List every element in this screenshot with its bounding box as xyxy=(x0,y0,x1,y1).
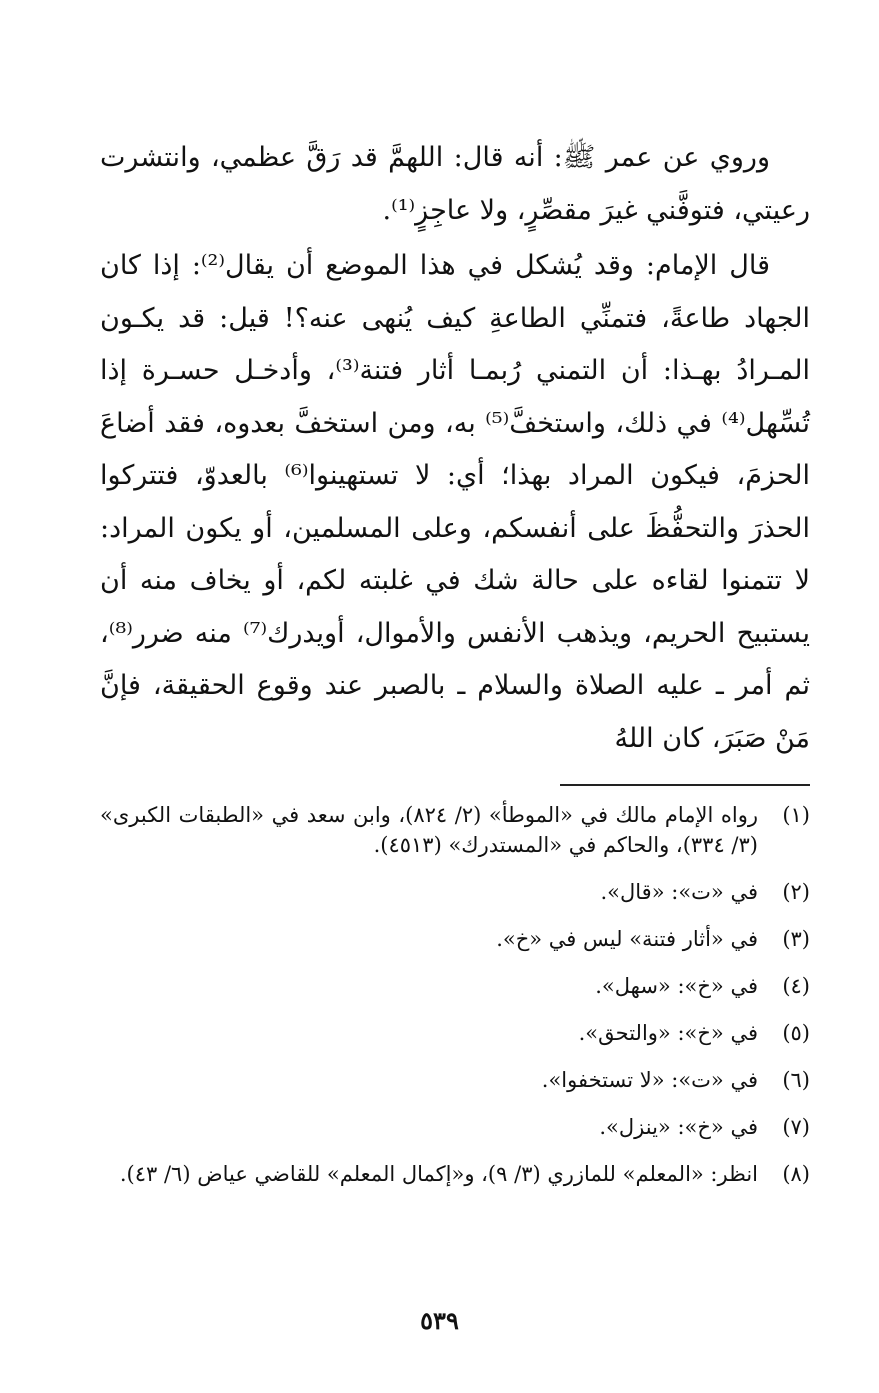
footnote-number: (٤) xyxy=(782,974,810,998)
footnote-text: في «أثار فتنة» ليس في «خ». xyxy=(496,927,758,951)
footnote-text: في «خ»: «والتحق». xyxy=(578,1021,758,1045)
footnote-number: (٣) xyxy=(782,927,810,951)
footnote-3 xyxy=(100,924,810,954)
footnote-number: (٧) xyxy=(782,1115,810,1139)
footnote-6 xyxy=(100,1065,810,1095)
footnote-text: في «خ»: «ينزل». xyxy=(599,1115,758,1139)
main-text xyxy=(100,132,810,765)
footnote-divider xyxy=(560,784,810,786)
footnote-4 xyxy=(100,971,810,1001)
footnote-number: (١) xyxy=(782,803,810,827)
page-number: ٥٣٩ xyxy=(420,1306,459,1335)
footnote-number: (٦) xyxy=(782,1068,810,1092)
footnote-number: (٢) xyxy=(782,880,810,904)
footnote-number: (٨) xyxy=(782,1162,810,1186)
footnote-number: (٥) xyxy=(782,1021,810,1045)
footnote-2 xyxy=(100,877,810,907)
footnote-8 xyxy=(100,1159,810,1189)
footnotes xyxy=(100,800,810,1189)
footnote-text: في «ت»: «لا تستخفوا». xyxy=(541,1068,758,1092)
paragraph-1: وروي عن عمر ﷺ: أنه قال: اللهمَّ قد رَقَّ عظمي، وانتشرت رعيتي، فتوفَّني غيرَ مقصِّرٍ، ولا عاجِزٍ⁽¹⁾. xyxy=(100,142,810,226)
footnote-text: رواه الإمام مالك في «الموطأ» (٢/ ٨٢٤)، وابن سعد في «الطبقات الكبرى» (٣/ ٣٣٤)، والحاكم في «المستدرك» (٤٥١٣). xyxy=(100,803,758,857)
footnote-text: في «خ»: «سهل». xyxy=(595,974,758,998)
footnote-text: في «ت»: «قال». xyxy=(600,880,758,904)
footnote-1 xyxy=(100,800,810,860)
footnote-7 xyxy=(100,1112,810,1142)
footnote-5 xyxy=(100,1018,810,1048)
footnote-text: انظر: «المعلم» للمازري (٣/ ٩)، و«إكمال المعلم» للقاضي عياض (٦/ ٤٣). xyxy=(119,1162,758,1186)
paragraph-2: قال الإمام: وقد يُشكل في هذا الموضع أن يقال⁽²⁾: إذا كان الجهاد طاعةً، فتمنِّي الطاعةِ كيف يُنهى عنه؟! قيل: قد يكـون المـرادُ بهـذا: أن التمني رُبمـا أثار فتنة⁽³⁾، وأدخـل حسـرة إذا تُسِّهل⁽⁴⁾ في ذلك، واستخفَّ⁽⁵⁾ به، ومن استخفَّ بعدوه، فقد أضاعَ الحزمَ، فيكون المراد بهذا؛ أي: لا تستهينوا⁽⁶⁾ بالعدوّ، فتتركوا الحذرَ والتحفُّظَ على أنفسكم، وعلى المسلمين، أو يكون المراد: لا تتمنوا لقاءه على حالة شك في غلبته لكم، أو يخاف منه أن يستبيح الحريم، ويذهب الأنفس والأموال، أويدرك⁽⁷⁾ منه ضرر⁽⁸⁾، ثم أمر ـ عليه الصلاة والسلام ـ بالصبر عند وقوع الحقيقة، فإنَّ مَنْ صَبَرَ، كان اللهُ xyxy=(100,250,810,754)
